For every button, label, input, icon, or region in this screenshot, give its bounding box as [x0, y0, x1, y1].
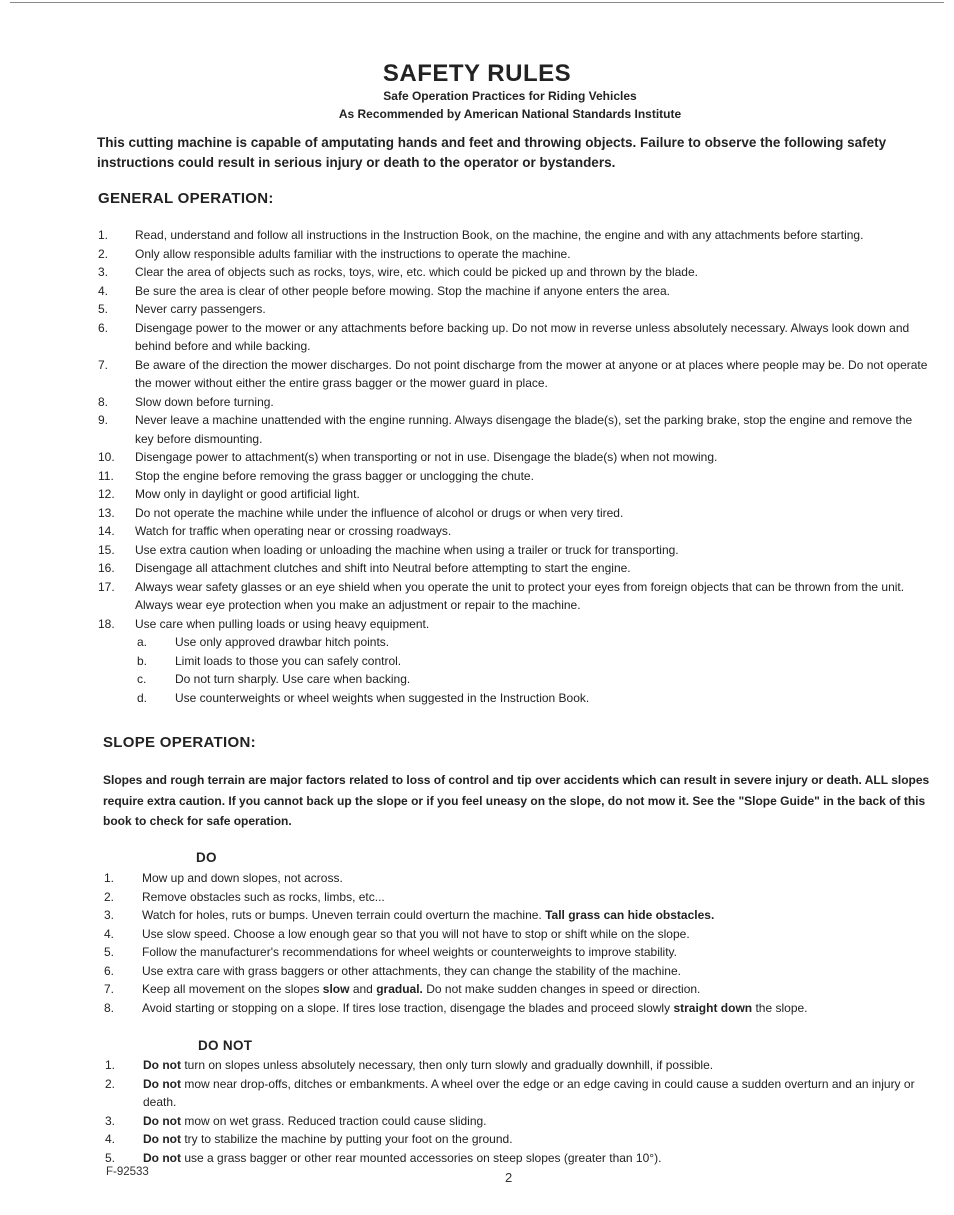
item-text: the slope. [755, 1000, 808, 1015]
item-number: 8. [98, 394, 109, 409]
item-number: 7. [98, 357, 109, 372]
list-item [105, 1149, 937, 1168]
item-text: Watch for holes, ruts or bumps. Uneven terrain could overturn the machine. [142, 908, 542, 922]
list-item [98, 319, 934, 356]
item-text: try to stabilize the machine by putting your foot on the ground. [184, 1132, 513, 1146]
item-number: 16. [98, 561, 115, 575]
item-number: 8. [104, 1000, 115, 1015]
item-number: 18. [98, 616, 115, 631]
item-text: Mow only in daylight or good artificial light. [135, 487, 360, 501]
list-item [98, 245, 934, 264]
list-item [98, 559, 934, 578]
list-item [104, 888, 924, 907]
list-item [105, 1130, 937, 1149]
page-title: SAFETY RULES [382, 60, 572, 87]
item-text: Be sure the area is clear of other people before mowing. Stop the machine if anyone enters the area. [135, 283, 670, 298]
do-list [104, 869, 924, 1017]
item-text: Clear the area of objects such as rocks, toys, wire, etc. which could be picked up and thrown by the blade. [135, 265, 698, 279]
list-item [98, 300, 934, 319]
item-text: Use care when pulling loads or using heavy equipment. [135, 616, 430, 631]
item-number: 3. [105, 1113, 116, 1128]
item-number: 6. [104, 963, 115, 978]
item-emphasis: Do not [143, 1076, 181, 1091]
item-text: Follow the manufacturer's recommendations for wheel weights or counterweights to improve stability. [142, 945, 677, 959]
list-item [104, 999, 924, 1018]
item-text: Always wear safety glasses or an eye shield when you operate the unit to protect your eyes from foreign objects that can be thrown from the unit. Always wear eye protection when you make an adjustment or repair to the machine. [135, 579, 905, 612]
slope-intro-paragraph: Slopes and rough terrain are major factors related to loss of control and tip over accidents which can result in severe injury or death. ALL slopes require extra caution. If you cannot back up the slope or if you feel uneasy on the slope, do not mow it. See the "Slope Guide" in the back of this book to check for safe operation. [103, 773, 930, 828]
item-number: 6. [98, 320, 109, 335]
item-text: Do not turn sharply. Use care when backing. [175, 672, 411, 686]
do-not-heading: DO NOT [198, 1038, 253, 1053]
item-text: Never carry passengers. [135, 302, 266, 316]
list-item [98, 448, 934, 467]
slope-operation-heading: SLOPE OPERATION: [103, 734, 256, 751]
item-number: 5. [104, 945, 115, 959]
item-text: Slow down before turning. [135, 394, 274, 409]
subtitle-practices: Safe Operation Practices for Riding Vehicles [383, 89, 637, 103]
list-item [105, 1056, 937, 1075]
list-item [98, 226, 934, 245]
list-item [104, 925, 924, 944]
item-text: Do not operate the machine while under the influence of alcohol or drugs or when very tired. [135, 505, 624, 520]
item-emphasis: Do not [143, 1113, 181, 1128]
item-text: Use slow speed. Choose a low enough gear so that you will not have to stop or shift while on the slope. [142, 926, 690, 941]
do-not-list [105, 1056, 937, 1167]
item-text: Use counterweights or wheel weights when suggested in the Instruction Book. [175, 690, 590, 705]
item-text: use a grass bagger or other rear mounted accessories on steep slopes (greater than 10°). [184, 1150, 662, 1165]
sub-list-item [135, 652, 934, 671]
item-number: 4. [105, 1132, 116, 1146]
item-text: turn on slopes unless absolutely necessary, then only turn slowly and gradually downhill, if possible. [184, 1058, 714, 1072]
item-text: mow on wet grass. Reduced traction could cause sliding. [184, 1113, 487, 1128]
item-letter: c. [137, 672, 147, 686]
item-text: Avoid starting or stopping on a slope. If tires lose traction, disengage the blades and proceed slowly [142, 1000, 671, 1015]
item-emphasis: Do not [143, 1150, 181, 1165]
item-text: Limit loads to those you can safely control. [175, 653, 402, 668]
item-number: 4. [98, 283, 109, 298]
item-letter: b. [137, 653, 148, 668]
general-operation-heading: GENERAL OPERATION: [98, 190, 274, 207]
item-text: Disengage power to the mower or any attachments before backing up. Do not mow in reverse unless absolutely necessary. Always look down and behind before and while backing. [135, 320, 910, 353]
document-code: F-92533 [106, 1166, 149, 1178]
list-item [98, 578, 934, 615]
item-number: 10. [98, 450, 115, 464]
item-number: 11. [98, 468, 114, 483]
item-text: mow near drop-offs, ditches or embankments. A wheel over the edge or an edge caving in could cause a sudden overturn and an injury or death. [143, 1076, 915, 1109]
item-number: 17. [98, 579, 115, 594]
item-number: 3. [98, 265, 109, 279]
item-number: 14. [98, 524, 115, 538]
list-item [98, 282, 934, 301]
item-number: 2. [104, 889, 115, 904]
general-operation-list [98, 226, 934, 707]
item-text: and [352, 982, 373, 996]
item-text: Be aware of the direction the mower discharges. Do not point discharge from the mower at anyone or at places where people may be. Do not operate the mower without either the entire grass bagger or the mower guard in place. [135, 357, 928, 390]
list-item [98, 356, 934, 393]
list-item [98, 541, 934, 560]
item-text: Use extra caution when loading or unloading the machine when using a trailer or truck for transporting. [135, 542, 679, 557]
list-item [98, 393, 934, 412]
item-number: 2. [98, 246, 109, 261]
list-item [104, 906, 924, 925]
item-number: 4. [104, 926, 115, 941]
item-number: 5. [98, 302, 109, 316]
item-text: Watch for traffic when operating near or crossing roadways. [135, 524, 452, 538]
item-emphasis: slow [322, 982, 350, 996]
item-text: Keep all movement on the slopes [142, 982, 320, 996]
page-number: 2 [505, 1170, 513, 1185]
item-number: 1. [98, 228, 109, 242]
item-text: Never leave a machine unattended with the engine running. Always disengage the blade(s), set the parking brake, stop the engine and remove the key before dismounting. [135, 413, 913, 446]
item-letter: a. [137, 635, 148, 649]
item-text: Disengage all attachment clutches and shift into Neutral before attempting to start the engine. [135, 561, 631, 575]
item-text: Do not make sudden changes in speed or direction. [426, 982, 701, 996]
list-item [98, 485, 934, 504]
list-item [98, 467, 934, 486]
item-number: 3. [104, 908, 115, 922]
item-number: 5. [105, 1150, 116, 1165]
item-number: 1. [104, 871, 115, 885]
item-text: Use extra care with grass baggers or other attachments, they can change the stability of the machine. [142, 963, 681, 978]
top-rule [10, 2, 944, 3]
sub-list-item [135, 689, 934, 708]
item-text: Use only approved drawbar hitch points. [175, 635, 390, 649]
list-item [104, 962, 924, 981]
item-text: Remove obstacles such as rocks, limbs, etc... [142, 889, 385, 904]
list-item [104, 980, 924, 999]
item-emphasis: gradual. [376, 982, 423, 996]
item-emphasis: Do not [143, 1132, 181, 1146]
warning-paragraph: This cutting machine is capable of amputating hands and feet and throwing objects. Failure to observe the following safety instructions could result in serious injury or death to the operator or bystanders. [97, 135, 887, 170]
list-item [98, 504, 934, 523]
do-heading: DO [196, 850, 217, 865]
item-number: 12. [98, 487, 115, 501]
list-item [98, 615, 934, 708]
item-number: 7. [104, 982, 115, 996]
list-item [104, 943, 924, 962]
list-item [105, 1112, 937, 1131]
item-number: 9. [98, 413, 109, 427]
item-text: Read, understand and follow all instructions in the Instruction Book, on the machine, the engine and with any attachments before starting. [135, 228, 864, 242]
sub-list-item [135, 670, 934, 689]
list-item [98, 263, 934, 282]
sub-list [135, 633, 934, 707]
item-emphasis: Tall grass can hide obstacles. [545, 908, 715, 922]
item-number: 2. [105, 1076, 116, 1091]
item-number: 15. [98, 542, 115, 557]
item-emphasis: Do not [143, 1058, 181, 1072]
item-number: 1. [105, 1058, 116, 1072]
list-item [98, 411, 934, 448]
item-text: Stop the engine before removing the grass bagger or unclogging the chute. [135, 468, 534, 483]
item-emphasis: straight down [673, 1000, 753, 1015]
list-item [98, 522, 934, 541]
list-item [104, 869, 924, 888]
list-item [105, 1075, 937, 1112]
subtitle-standards: As Recommended by American National Standards Institute [338, 107, 682, 121]
item-number: 13. [98, 505, 115, 520]
item-letter: d. [137, 690, 148, 705]
item-text: Mow up and down slopes, not across. [142, 871, 343, 885]
item-text: Only allow responsible adults familiar with the instructions to operate the machine. [135, 246, 571, 261]
item-text: Disengage power to attachment(s) when transporting or not in use. Disengage the blade(s) when not mowing. [135, 450, 718, 464]
sub-list-item [135, 633, 934, 652]
